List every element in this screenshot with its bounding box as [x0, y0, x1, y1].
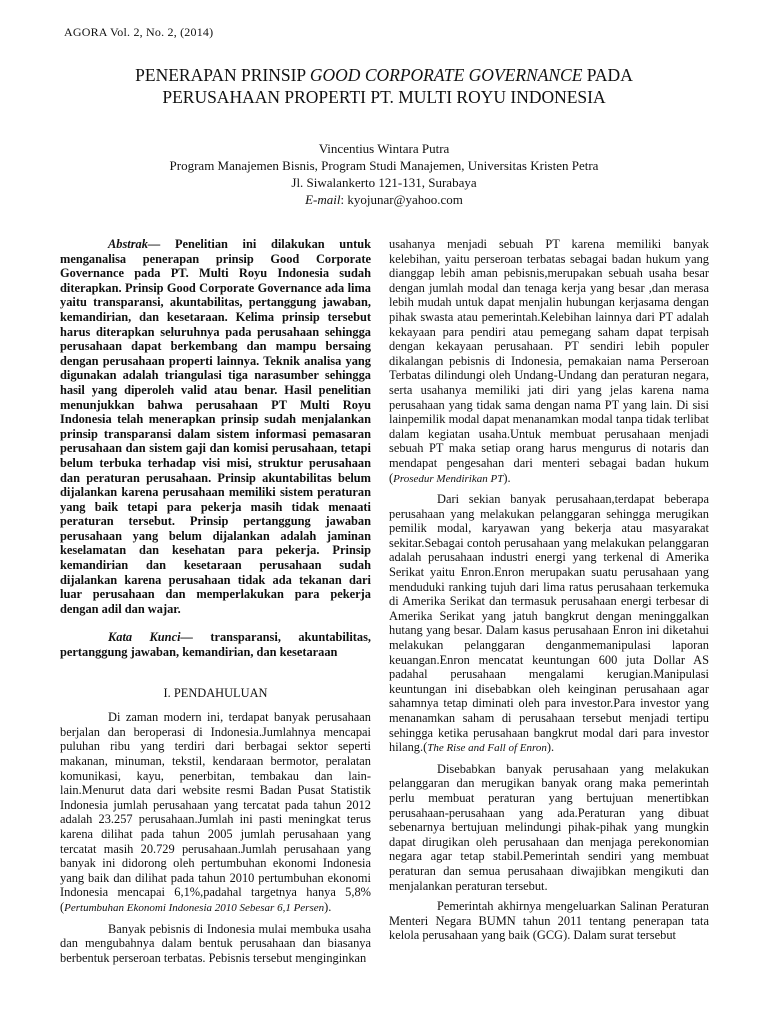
email-value: : kyojunar@yahoo.com: [340, 192, 463, 207]
citation: The Rise and Fall of Enron: [427, 742, 547, 755]
author-address: Jl. Siwalankerto 121-131, Surabaya: [291, 175, 477, 190]
paragraph-text: ).: [324, 899, 332, 914]
author-email: [60, 191, 708, 208]
right-paragraph-2: [389, 492, 709, 756]
right-paragraph-1: [389, 237, 709, 486]
paragraph-text: usahanya menjadi sebuah PT karena memiliki banyak kelebihan, yaitu perseroan terbatas sebagai badan hukum yang dianggap lebih aman pebisnis,merupakan sebuah usaha besar dengan jumlah modal dan tenaga kerja yang besar ,dan merasa lebih mudah untuk dapat menjalin hubungan kerjasama dengan pihak swasta atau pemerintah.Kelebihan lainnya dari PT adalah kekayaan para pendiri atau pemegang saham dapat terpisah dengan kekayaan perusahaan. PT sendiri lebih populer dikalangan pebisnis di Indonesia, pemakaian nama Perseroan Terbatas dilindungi oleh Undang-Undang dan peraturan negara, serta usahanya memiliki jati diri yang jelas karena nama perusahaan yang tidak sama dengan nama PT yang lain. Di sisi lainpemilik modal dapat menanamkan modal tanpa tidak terlibat dalam kegiatan usaha.Untuk membuat perusahaan menjadi sebuah PT maka setiap orang harus mengurus di notaris dan mendapat pengesahan dari menteri sebagai badan hukum (: [389, 237, 709, 485]
right-paragraph-4: Pemerintah akhirnya mengeluarkan Salinan Peraturan Menteri Negara BUMN tahun 2011 tentang penerapan tata kelola perusahaan yang baik (GCG). Dalam surat tersebut: [389, 899, 709, 943]
abstract: [60, 237, 371, 616]
title-line-2: PERUSAHAAN PROPERTI PT. MULTI ROYU INDONESIA: [162, 87, 606, 107]
abstract-body: Penelitian ini dilakukan untuk menganalisa penerapan prinsip Good Corporate Governance pada PT. Multi Royu Indonesia sudah diterapkan. Prinsip Good Corporate Governance ada lima yaitu transparansi, akuntabilitas, pertanggung jawaban, kemandirian, dan kesetaraan. Kelima prinsip tersebut harus diterapkan seluruhnya pada perusahaan sehingga perusahaan dapat berkembang dan mampu bersaing dengan perusahaan properti lainnya. Teknik analisa yang digunakan adalah triangulasi tiga narasumber sehingga hasil yang diperoleh valid atau benar. Hasil penelitian menunjukkan bahwa perusahaan PT Multi Royu Indonesia telah menerapkan prinsip sudah menjalankan prinsip transparansi dalam sistem informasi pemasaran perusahaan dan sistem gaji dan komisi perusahaan, tetapi belum terbuka terhadap visi misi, struktur perusahaan dan peraturan perusahaan. Prinsip akuntabilitas belum dijalankan karena perusahaan memiliki sistem peraturan yang baik tetapi para pekerja masih tidak menaati peraturan tersebut. Prinsip pertanggung jawaban perusahaan yang belum dijalankan adalah jaminan keselamatan dan kesehatan para pekerja. Prinsip kemandirian dan kesetaraan perusahaan sudah dijalankan karena perusahaan tidak ada tekanan dari luar perusahaan dan memperlakukan para pekerja dengan adil dan wajar.: [60, 237, 371, 616]
author-name: Vincentius Wintara Putra: [318, 141, 450, 156]
title-part: PENERAPAN PRINSIP: [135, 65, 310, 85]
right-paragraph-3: Disebabkan banyak perusahaan yang melakukan pelanggaran dan merugikan banyak orang maka pemerintah perlu membuat peraturan yang bertujuan menertibkan perusahaan-perusahaan yang ada.Peraturan yang dibuat sebenarnya bertujuan melindungi pihak-pihak yang mungkin dapat dirugikan oleh perusahaan dan menjaga perekonomian negara agar tetap stabil.Pemerintah sendiri yang membuat peraturan dan semua perusahaan diwajibkan mengikuti dan menjalankan peraturan tersebut.: [389, 761, 709, 893]
abstract-lead: Abstrak—: [108, 237, 161, 251]
keywords-lead: Kata Kunci—: [108, 630, 193, 645]
section-heading: I. PENDAHULUAN: [163, 685, 268, 700]
paragraph-text: Dari sekian banyak perusahaan,terdapat beberapa perusahaan yang melakukan pelanggaran sehingga merugikan pemilik modal, karyawan yang bekerja atau masyarakat sekitar.Sebagai contoh perusahaan yang melakukan pelanggaran adalah perusahaan industri energi yang terkenal di Amerika Serikat yaitu Enron.Enron merupakan suatu perusahaan yang menduduki ranking tujuh dari lima ratus perusahaan terkemuka di Amerika Serikat dan termasuk perusahaan energi terbesar di Amerika Serikat yang jatuh bangkrut dengan meninggalkan hutang yang besar. Dalam kasus perusahaan Enron ini diketahui melakukan pelanggaran denganmemanipulasi laporan keuangan.Enron mencatat keuntungan 600 juta Dollar AS padahal perusahaan mengalami kerugian.Manipulasi keuntungan ini disebabkan oleh keinginan perusahaan agar sahamnya tetap diminati oleh para investor.Para investor yang menanamkan saham di perusahaan tersebut menjadi tertipu sehingga ketika perusahaan bangkrut modal dari para investor hilang.(: [389, 492, 709, 755]
title-part: PADA: [582, 65, 633, 85]
left-column: [60, 237, 371, 965]
author-affiliation: Program Manajemen Bisnis, Program Studi Manajemen, Universitas Kristen Petra: [169, 158, 599, 173]
paper-title: [60, 64, 708, 108]
paragraph-text: ).: [546, 740, 555, 755]
keywords-body: transparansi, akuntabilitas, pertanggung jawaban, kemandirian, dan kesetaraan: [60, 630, 372, 660]
email-label: E-mail: [305, 192, 341, 207]
title-line-1: [60, 64, 708, 86]
paragraph-text: ).: [503, 470, 511, 485]
citation: Pertumbuhan Ekonomi Indonesia 2010 Sebesar 6,1 Persen: [64, 901, 325, 914]
paragraph-text: Di zaman modern ini, terdapat banyak perusahaan berjalan dan beroperasi di Indonesia.Jumlahnya mencapai puluhan ribu yang terdiri dari berbagai sektor seperti makanan, minuman, tekstil, kendaraan bermotor, peralatan komunikasi, kayu, penerbitan, tembakau dan lain-lain.Menurut data dari website resmi Badan Pusat Statistik Indonesia jumlah perusahaan yang tercatat pada tahun 2012 adalah 23.257 perusahaan.Jumlah ini pasti meningkat terus karena dilihat pada tahun 2005 jumlah perusahaan yang tercatat masih 20.729 perusahaan.Jumlah perusahaan yang banyak ini didorong oleh pertumbuhan ekonomi Indonesia yang baik dan dilihat pada tahun 2010 pertumbuhan ekonomi Indonesia mencapai 6,1%,padahal targetnya hanya 5,8% (: [60, 710, 371, 914]
author-block: [60, 140, 708, 208]
citation: Prosedur Mendirikan PT: [393, 472, 504, 485]
right-column: [389, 237, 709, 943]
keywords: [60, 630, 371, 659]
journal-header: AGORA Vol. 2, No. 2, (2014): [64, 25, 214, 39]
intro-paragraph-1: [60, 710, 371, 915]
title-italic-part: GOOD CORPORATE GOVERNANCE: [309, 65, 583, 85]
intro-paragraph-2: Banyak pebisnis di Indonesia mulai membuka usaha dan mengubahnya dalam bentuk perusahaan dan biasanya berbentuk perseroan terbatas. Pebisnis tersebut menginginkan: [60, 921, 371, 965]
